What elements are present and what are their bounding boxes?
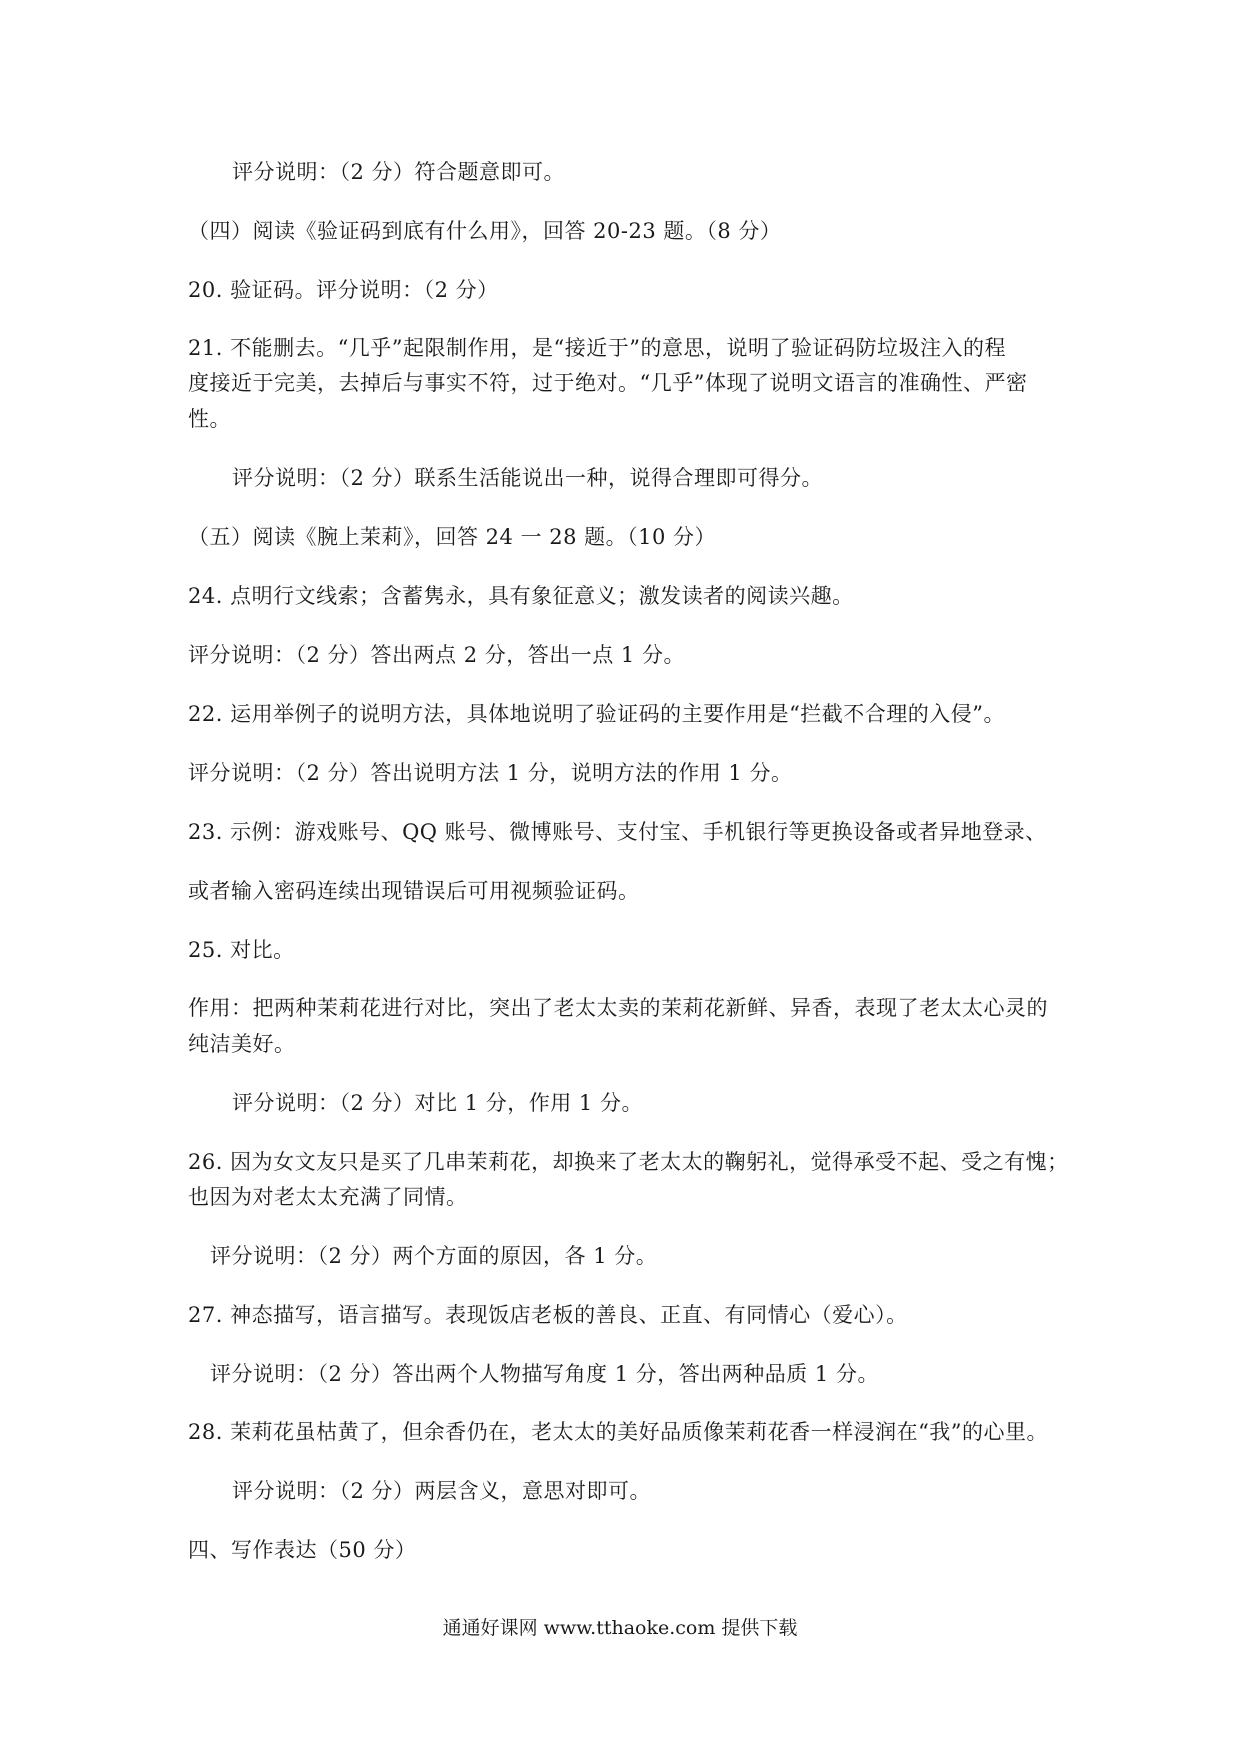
text-line: 25. 对比。 (188, 938, 295, 962)
text-line: 评分说明：（2 分）答出两点 2 分，答出一点 1 分。 (188, 643, 685, 667)
text-line: 或者输入密码连续出现错误后可用视频验证码。 (188, 879, 640, 903)
text-line: 评分说明：（2 分）联系生活能说出一种，说得合理即可得分。 (232, 466, 824, 490)
text-line: 评分说明：（2 分）符合题意即可。 (232, 160, 566, 184)
text-line: 28. 茉莉花虽枯黄了，但余香仍在，老太太的美好品质像茉莉花香一样浸润在“我”的心里。 (188, 1420, 1049, 1444)
section-heading: （五）阅读《腕上茉莉》，回答 24 一 28 题。（10 分） (188, 525, 717, 549)
section-heading: 四、写作表达（50 分） (188, 1538, 417, 1562)
text-line: 20. 验证码。评分说明：（2 分） (188, 278, 499, 302)
text-line: 也因为对老太太充满了同情。 (188, 1185, 468, 1209)
text-line: 27. 神态描写，语言描写。表现饭店老板的善良、正直、有同情心（爱心）。 (188, 1303, 908, 1327)
text-line: 作用：把两种茉莉花进行对比，突出了老太太卖的茉莉花新鲜、异香，表现了老太太心灵的 (188, 996, 1048, 1020)
text-line: 24. 点明行文线索；含蓄隽永，具有象征意义；激发读者的阅读兴趣。 (188, 584, 854, 608)
text-line: 评分说明：（2 分）两个方面的原因，各 1 分。 (210, 1244, 658, 1268)
page-footer: 通通好课网 www.tthaoke.com 提供下载 (442, 1617, 798, 1639)
text-line: 度接近于完美，去掉后与事实不符，过于绝对。“几乎”体现了说明文语言的准确性、严密 (188, 371, 1028, 395)
text-line: 21. 不能删去。“几乎”起限制作用，是“接近于”的意思，说明了验证码防垃圾注入的程 (188, 336, 1007, 360)
text-line: 性。 (188, 407, 231, 431)
text-line: 26. 因为女文友只是买了几串茉莉花，却换来了老太太的鞠躬礼，觉得承受不起、受之有愧； (188, 1150, 1069, 1174)
text-line: 评分说明：（2 分）答出说明方法 1 分，说明方法的作用 1 分。 (188, 761, 793, 785)
text-line: 纯洁美好。 (188, 1032, 296, 1056)
text-line: 评分说明：（2 分）答出两个人物描写角度 1 分，答出两种品质 1 分。 (210, 1362, 879, 1386)
text-line: 22. 运用举例子的说明方法，具体地说明了验证码的主要作用是“拦截不合理的入侵”。 (188, 702, 1006, 726)
text-line: 23. 示例：游戏账号、QQ 账号、微博账号、支付宝、手机银行等更换设备或者异地登录、 (188, 820, 1047, 844)
text-line: 评分说明：（2 分）对比 1 分，作用 1 分。 (232, 1091, 643, 1115)
section-heading: （四）阅读《验证码到底有什么用》，回答 20-23 题。（8 分） (188, 219, 782, 243)
text-line: 评分说明：（2 分）两层含义，意思对即可。 (232, 1479, 652, 1503)
